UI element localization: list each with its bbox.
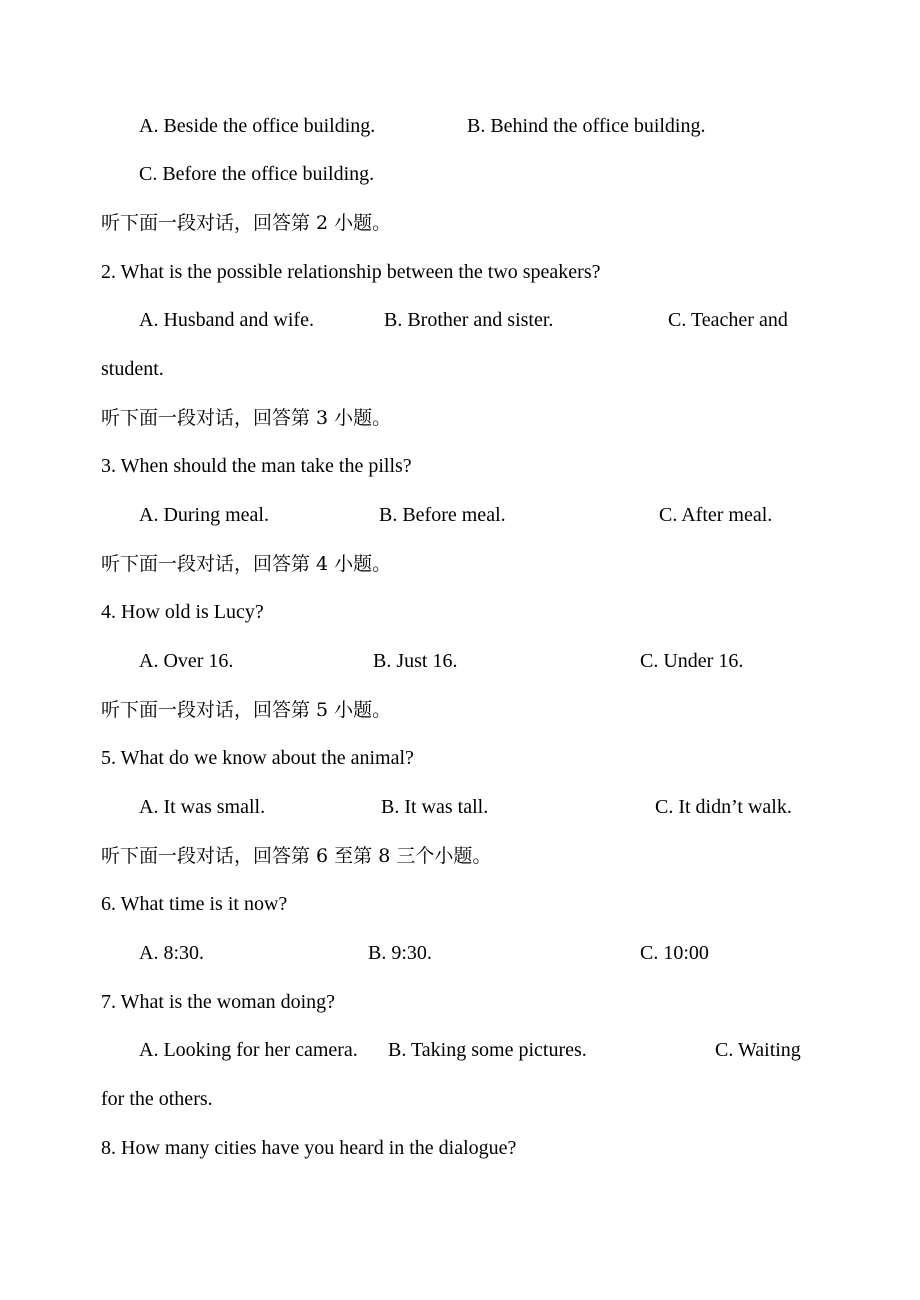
q8-question: 8. How many cities have you heard in the dialogue? [101,1137,517,1159]
instruction-q2: 听下面一段对话，回答第 2 小题。 [101,212,392,234]
q1-option-b: B. Behind the office building. [467,115,706,137]
q7-option-c: C. Waiting [715,1039,801,1061]
q2-option-c-continued: student. [101,358,164,380]
q4-option-b: B. Just 16. [373,650,458,672]
q6-option-b: B. 9:30. [368,942,432,964]
q5-option-c: C. It didn’t walk. [655,796,792,818]
q6-question: 6. What time is it now? [101,893,288,915]
q6-option-c: C. 10:00 [640,942,709,964]
instruction-q6-q8: 听下面一段对话，回答第 6 至第 8 三个小题。 [101,845,492,867]
q3-option-c: C. After meal. [659,504,773,526]
q4-option-c: C. Under 16. [640,650,744,672]
q2-option-a: A. Husband and wife. [139,309,314,331]
q3-option-b: B. Before meal. [379,504,506,526]
q5-option-b: B. It was tall. [381,796,489,818]
instruction-q4: 听下面一段对话，回答第 4 小题。 [101,553,392,575]
q5-option-a: A. It was small. [139,796,266,818]
q7-option-b: B. Taking some pictures. [388,1039,587,1061]
q5-question: 5. What do we know about the animal? [101,747,414,769]
q7-option-c-continued: for the others. [101,1088,213,1110]
q6-option-a: A. 8:30. [139,942,204,964]
q1-option-c: C. Before the office building. [139,163,375,185]
q2-option-b: B. Brother and sister. [384,309,554,331]
q3-question: 3. When should the man take the pills? [101,455,412,477]
q4-question: 4. How old is Lucy? [101,601,264,623]
q4-option-a: A. Over 16. [139,650,234,672]
instruction-q3: 听下面一段对话，回答第 3 小题。 [101,407,392,429]
q1-option-a: A. Beside the office building. [139,115,376,137]
q2-question: 2. What is the possible relationship between the two speakers? [101,261,601,283]
q7-question: 7. What is the woman doing? [101,991,336,1013]
instruction-q5: 听下面一段对话，回答第 5 小题。 [101,699,392,721]
q2-option-c: C. Teacher and [668,309,788,331]
q7-option-a: A. Looking for her camera. [139,1039,358,1061]
q3-option-a: A. During meal. [139,504,269,526]
